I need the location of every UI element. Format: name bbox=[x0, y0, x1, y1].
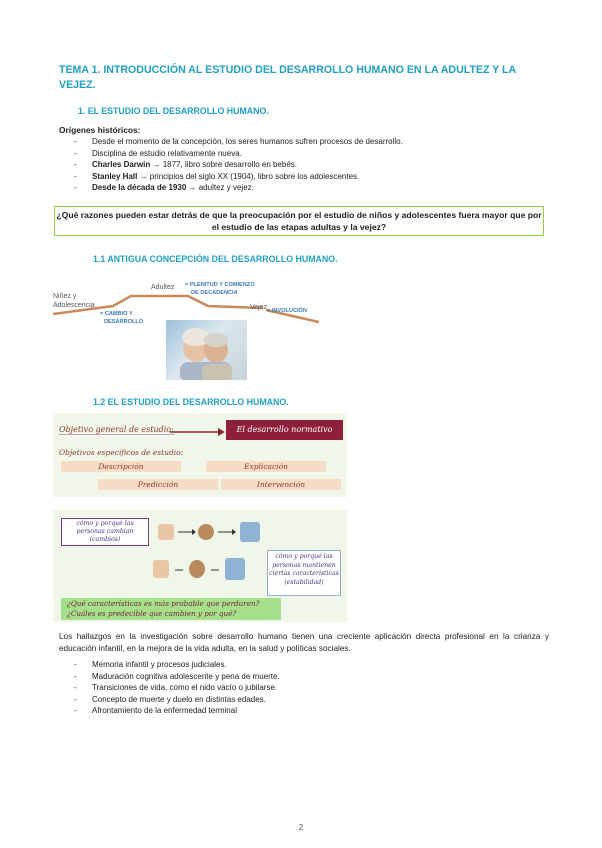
document-title: TEMA 1. INTRODUCCIÓN AL ESTUDIO DEL DESARROLLO HUMANO EN LA ADULTEZ Y LA VEJEZ. bbox=[59, 64, 516, 91]
ninez-label: Niñez y Adolescencia bbox=[53, 293, 95, 309]
stability-box: cómo y porqué las personas mantienen ciertas características (estabilidad) bbox=[267, 550, 341, 596]
section-1-2-heading: 1.2 EL ESTUDIO DEL DESARROLLO HUMANO. bbox=[93, 397, 289, 407]
plenitud-label: = PLENITUD Y COMIENZO DE DECADENCIA bbox=[185, 282, 255, 296]
applications-list bbox=[74, 659, 544, 717]
origins-label: Orígenes históricos: bbox=[59, 125, 141, 135]
cambio-label: = CAMBIO Y DESARROLLO bbox=[100, 311, 144, 325]
specific-objectives-label: Objetivos específicos de estudio: bbox=[59, 448, 184, 457]
adultez-label: Adultez bbox=[151, 284, 175, 291]
baby-to-adult-sequence-icon bbox=[158, 520, 268, 544]
description-box: Descripción bbox=[61, 461, 181, 472]
application-item: - Maduración cognitiva adolescente y pena de muerte. bbox=[74, 671, 544, 683]
reflection-question-box: ¿Qué razones pueden estar detrás de que la preocupación por el estudio de niños y adolescentes fuera mayor que por el estudio de las etapas adultas y la vejez? bbox=[54, 206, 544, 236]
intervention-box: Intervención bbox=[221, 479, 341, 490]
change-stability-diagram bbox=[53, 510, 347, 622]
application-item: - Memoria infantil y procesos judiciales. bbox=[74, 659, 544, 671]
prediction-box: Predicción bbox=[98, 479, 218, 490]
vejez-label: Vejez bbox=[250, 304, 268, 311]
origins-item: - Desde la década de 1930 → adultez y vejez. bbox=[74, 182, 544, 194]
application-item: - Afrontamiento de la enfermedad terminal bbox=[74, 705, 544, 717]
normative-development-box: El desarrollo normativo bbox=[226, 420, 343, 440]
elderly-couple-photo bbox=[166, 320, 247, 380]
section-1-heading: 1. EL ESTUDIO DEL DESARROLLO HUMANO. bbox=[78, 106, 269, 116]
baby-to-adult-stability-icon bbox=[153, 556, 263, 582]
origins-list bbox=[74, 136, 544, 194]
applications-paragraph: Los hallazgos en la investigación sobre desarrollo humano tienen una creciente aplicación directa profesional en la crianza y educación infantil, en la mejora de la vida adulta, en la salud y políticas sociales. bbox=[59, 632, 549, 653]
predictability-questions-box: ¿Qué características es más probable que perduren? ¿Cuáles es predecible que cambien y por qué? bbox=[61, 598, 281, 620]
origins-item: - Disciplina de estudio relativamente nueva. bbox=[74, 148, 544, 160]
origins-item: - Stanley Hall → principios del siglo XX (1904), libro sobre los adolescentes. bbox=[74, 171, 544, 183]
application-item: - Transiciones de vida, como el nido vacío o jubilarse. bbox=[74, 682, 544, 694]
objectives-diagram bbox=[53, 413, 347, 497]
change-box: cómo y porqué las personas cambian (cambios) bbox=[61, 518, 149, 546]
involucion-label: = INVOLUCIÓN bbox=[267, 308, 307, 314]
section-1-1-heading: 1.1 ANTIGUA CONCEPCIÓN DEL DESARROLLO HUMANO. bbox=[93, 254, 338, 264]
old-conception-diagram bbox=[53, 274, 319, 380]
origins-item: - Desde el momento de la concepción, los seres humanos sufren procesos de desarrollo. bbox=[74, 136, 544, 148]
arrow-right-icon bbox=[168, 427, 226, 437]
page-number: 2 bbox=[298, 823, 304, 832]
explanation-box: Explicación bbox=[206, 461, 326, 472]
application-item: - Concepto de muerte y duelo en distintas edades. bbox=[74, 694, 544, 706]
elderly-couple-icon bbox=[166, 320, 247, 380]
general-objective-label: Objetivo general de estudio: bbox=[59, 425, 174, 434]
origins-item: - Charles Darwin → 1877, libro sobre desarrollo en bebés. bbox=[74, 159, 544, 171]
